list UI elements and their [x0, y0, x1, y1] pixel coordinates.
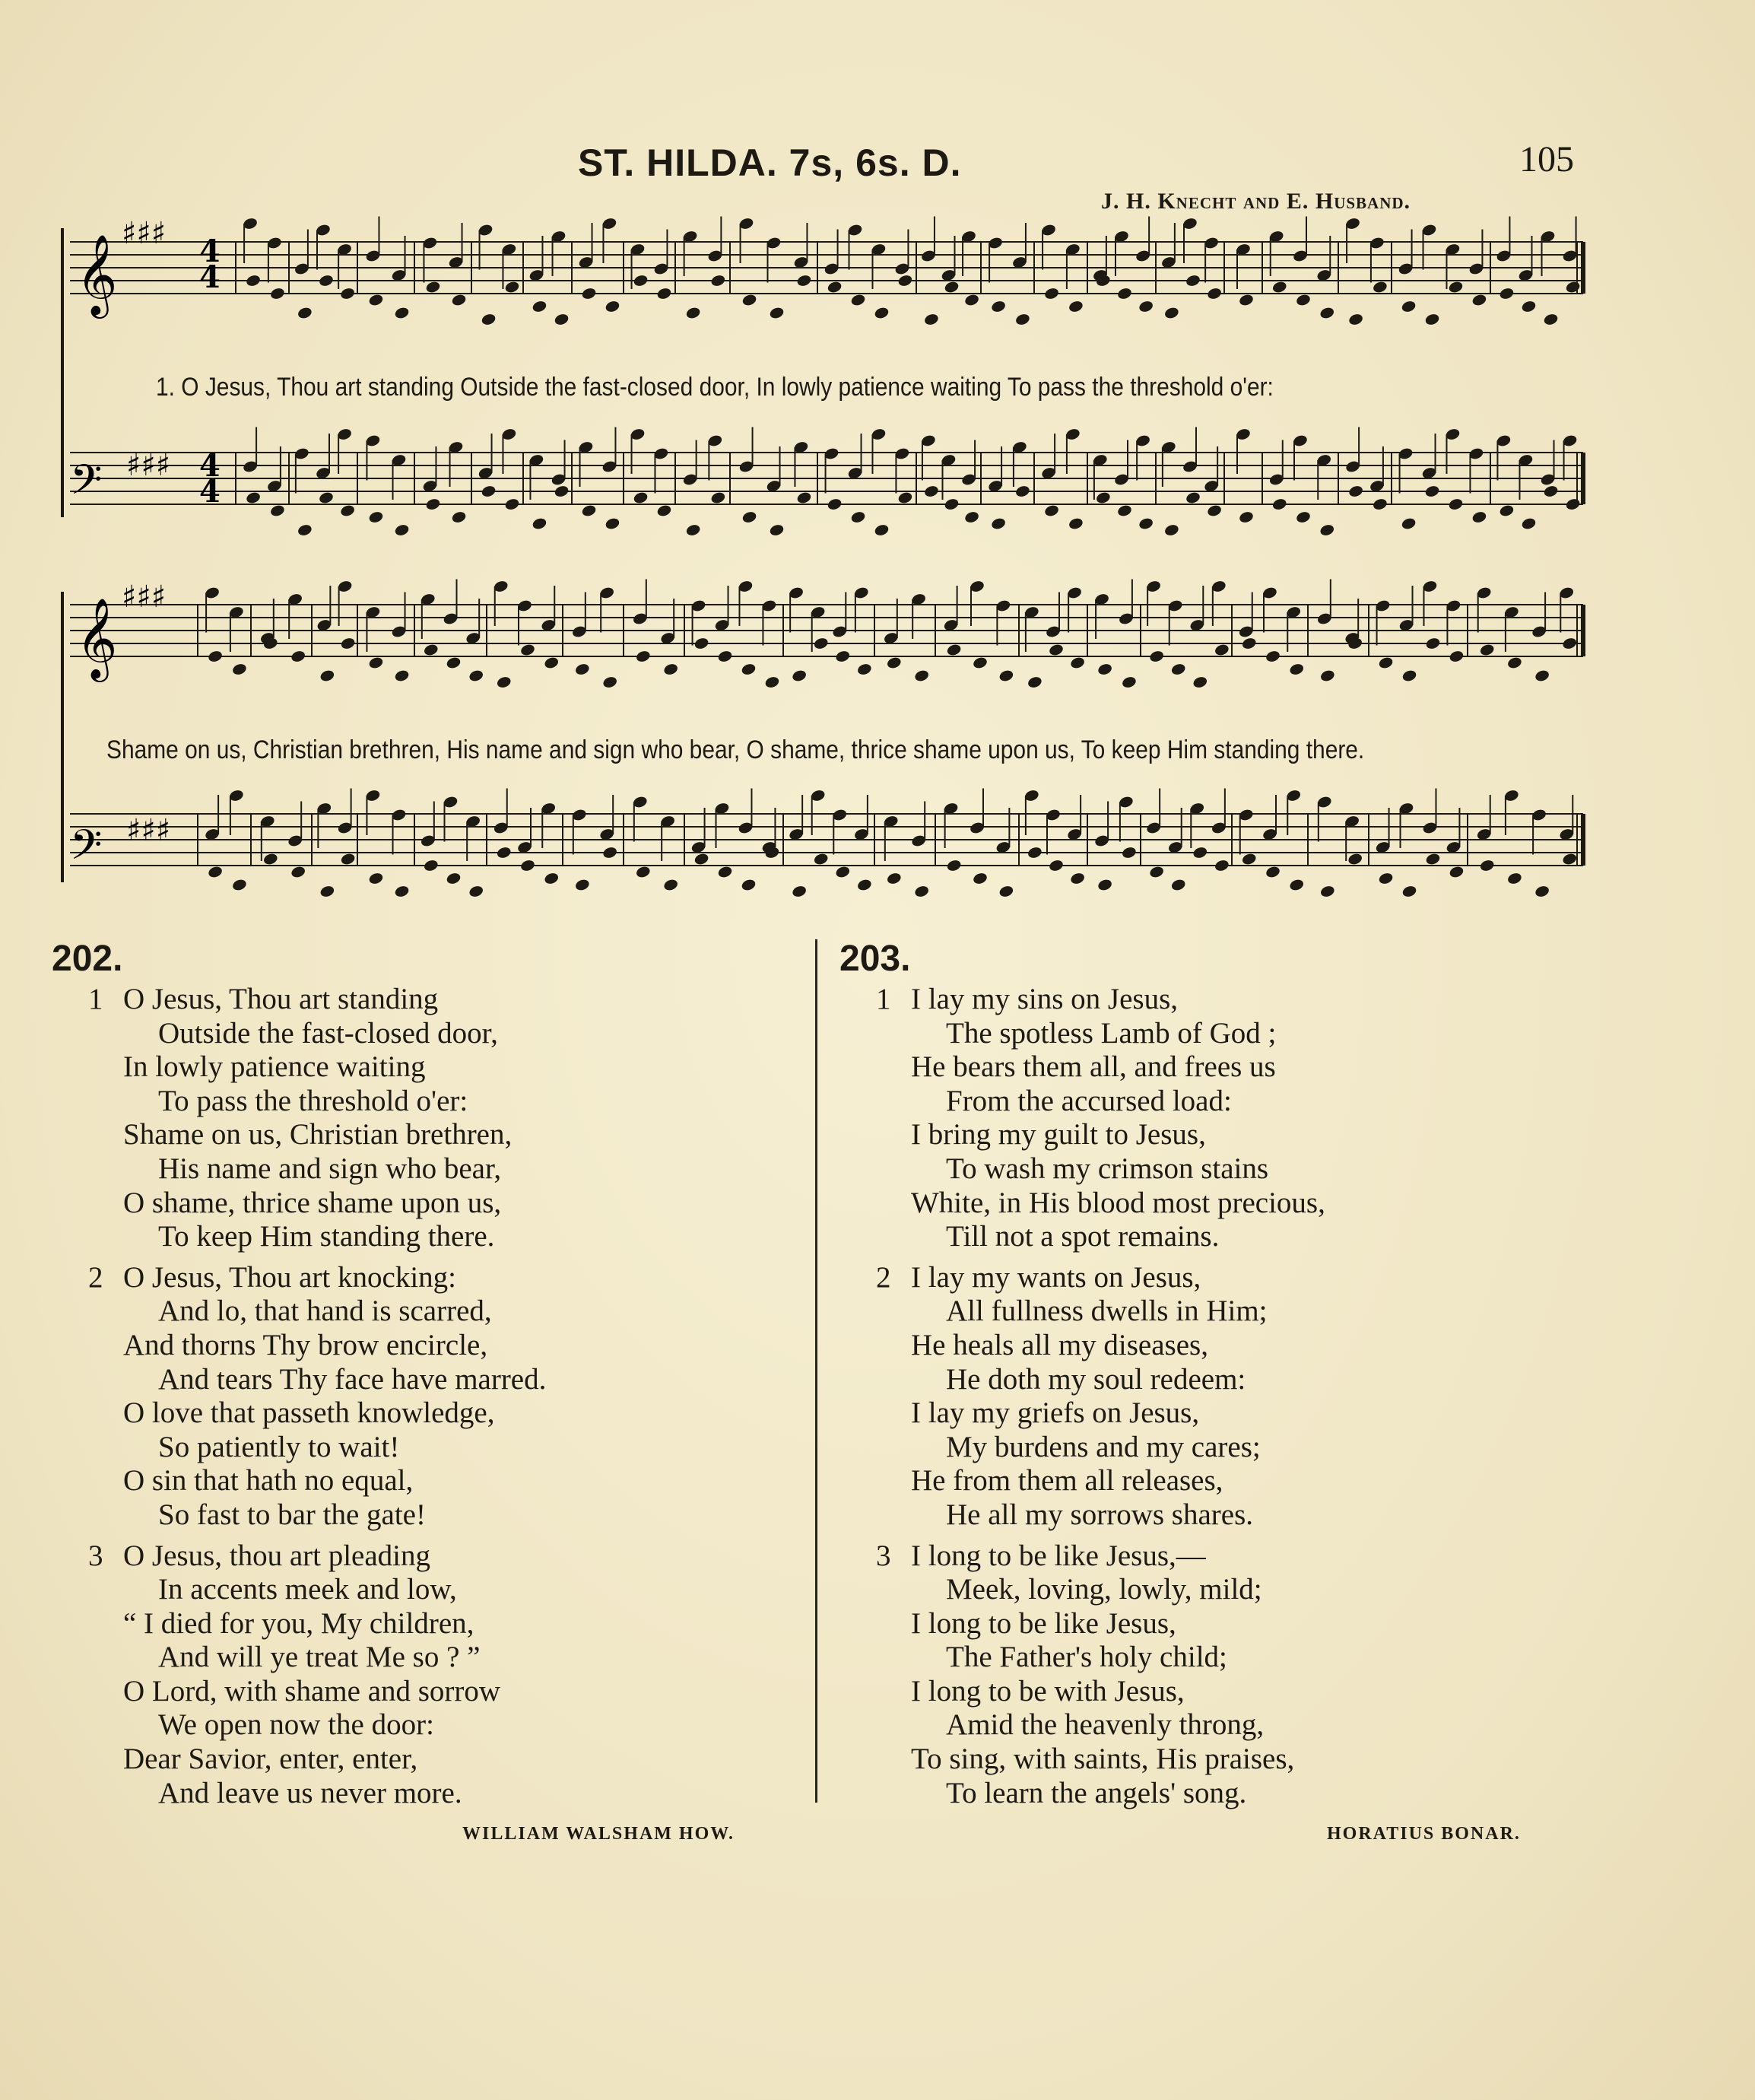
- verse: [839, 983, 1325, 1254]
- note-head: [605, 300, 620, 313]
- tune-title: ST. HILDA. 7s, 6s. D.: [578, 141, 962, 184]
- clefs: [70, 234, 117, 879]
- note-head: [207, 865, 223, 878]
- note-head: [394, 523, 410, 537]
- verse-line: I lay my sins on Jesus,: [911, 983, 1178, 1015]
- time-signature-icon: 4: [199, 448, 221, 484]
- note-head: [481, 484, 497, 498]
- note-head: [835, 650, 851, 663]
- staff-lines: [62, 228, 1583, 882]
- note-head: [1448, 280, 1464, 294]
- note-head: [656, 504, 672, 517]
- note-head: [764, 675, 780, 689]
- verse-line: To sing, with saints, His praises,: [911, 1743, 1295, 1776]
- note-head: [1499, 504, 1515, 517]
- note-head: [1148, 865, 1164, 878]
- verse-line: O Jesus, thou art pleading: [123, 1539, 431, 1572]
- note-head: [1565, 280, 1581, 294]
- note-head: [1425, 637, 1441, 650]
- note-head: [1372, 280, 1388, 294]
- note-head: [1448, 497, 1464, 511]
- note-head: [990, 516, 1006, 530]
- note-head: [741, 878, 757, 891]
- note-head: [635, 650, 651, 663]
- note-head: [886, 872, 902, 885]
- note-head: [340, 637, 356, 650]
- note-head: [944, 280, 960, 294]
- note-head: [554, 484, 570, 498]
- note-head: [998, 885, 1014, 898]
- note-head: [1238, 293, 1254, 307]
- note-head: [1096, 662, 1112, 676]
- note-head: [394, 885, 410, 898]
- verse-line: And lo, that hand is scarred,: [158, 1295, 492, 1328]
- note-head: [1521, 516, 1537, 530]
- note-head: [1319, 885, 1335, 898]
- note-head: [791, 669, 807, 682]
- verse-line: Amid the heavenly throng,: [946, 1708, 1265, 1742]
- note-head: [207, 650, 223, 663]
- note-head: [297, 523, 313, 537]
- note-head: [368, 510, 384, 524]
- verse-line: O Jesus, Thou art knocking:: [123, 1260, 456, 1294]
- note-head: [1121, 846, 1137, 859]
- note-head: [972, 656, 988, 669]
- note-head: [423, 859, 439, 872]
- sharp-icon: ♯♯♯: [122, 216, 167, 251]
- note-head: [319, 885, 335, 898]
- note-head: [532, 300, 547, 313]
- verse: [839, 1260, 1268, 1533]
- verse: [52, 983, 513, 1254]
- verse-line: In accents meek and low,: [158, 1573, 457, 1606]
- note-head: [1521, 300, 1537, 313]
- note-head: [1319, 306, 1335, 319]
- verse-number: 2: [88, 1260, 103, 1294]
- note-head: [468, 885, 484, 898]
- note-head: [1425, 852, 1441, 866]
- note-head: [741, 662, 757, 676]
- verse-line: White, in His blood most precious,: [911, 1186, 1325, 1219]
- note-head: [339, 287, 355, 300]
- note-head: [1372, 497, 1388, 511]
- note-head: [1265, 650, 1281, 663]
- note-head: [231, 662, 247, 676]
- note-head: [1214, 643, 1230, 656]
- note-head: [1534, 885, 1550, 898]
- note-head: [1424, 484, 1440, 498]
- note-head: [574, 878, 590, 891]
- note-head: [1471, 510, 1487, 524]
- note-head: [1265, 865, 1281, 878]
- sharp-icon: ♯♯♯: [126, 813, 171, 848]
- note-head: [1289, 878, 1305, 891]
- music-notation: [0, 0, 1755, 936]
- note-head: [544, 872, 560, 885]
- verse-line: O Jesus, Thou art standing: [123, 983, 439, 1015]
- verse-line: To wash my crimson stains: [946, 1152, 1269, 1185]
- note-head: [519, 643, 535, 656]
- note-head: [796, 274, 812, 288]
- verse-line: To learn the angels' song.: [946, 1776, 1247, 1809]
- note-head: [245, 491, 261, 504]
- note-head: [446, 656, 462, 669]
- sharp-icon: ♯♯♯: [122, 580, 167, 615]
- note-head: [425, 280, 441, 294]
- note-head: [914, 669, 930, 682]
- note-head: [1185, 491, 1201, 504]
- note-head: [1271, 280, 1287, 294]
- author-credit: HORATIUS BONAR.: [1327, 1824, 1521, 1844]
- note-head: [368, 872, 384, 885]
- note-head: [946, 643, 962, 656]
- note-head: [1241, 637, 1257, 650]
- note-head: [504, 280, 520, 294]
- note-head: [544, 656, 560, 669]
- note-head: [245, 274, 261, 288]
- note-head: [710, 491, 726, 504]
- note-head: [602, 675, 618, 689]
- note-head: [1295, 293, 1311, 307]
- note-head: [262, 852, 278, 866]
- note-head: [394, 669, 410, 682]
- verse-number: 3: [88, 1539, 103, 1572]
- verse: [839, 1539, 1295, 1811]
- note-head: [1148, 650, 1164, 663]
- verse-line: Outside the fast-closed door,: [158, 1016, 498, 1050]
- verse-line: Till not a spot remains.: [946, 1220, 1220, 1253]
- note-head: [574, 662, 590, 676]
- note-head: [1424, 313, 1440, 326]
- time-signature-icon: 4: [199, 234, 221, 269]
- note-head: [990, 300, 1006, 313]
- note-head: [717, 650, 733, 663]
- verse-line: I lay my wants on Jesus,: [911, 1260, 1201, 1294]
- verse-number: 3: [876, 1539, 891, 1572]
- verse-line: I long to be like Jesus,: [911, 1606, 1176, 1640]
- note-head: [1499, 287, 1515, 300]
- note-head: [685, 523, 701, 537]
- note-head: [923, 484, 939, 498]
- verse-line: He from them all releases,: [911, 1464, 1223, 1498]
- note-head: [946, 859, 962, 872]
- time-signature-icon: 4: [199, 259, 221, 295]
- verse-line: “ I died for you, My children,: [123, 1606, 474, 1640]
- note-head: [318, 491, 334, 504]
- note-head: [318, 274, 334, 288]
- note-head: [827, 497, 843, 511]
- note-head: [693, 852, 709, 866]
- note-head: [835, 865, 851, 878]
- note-head: [1471, 293, 1487, 307]
- note-head: [874, 523, 890, 537]
- note-head: [1170, 878, 1186, 891]
- verse-line: O shame, thrice shame upon us,: [123, 1186, 502, 1219]
- verse-line: He heals all my diseases,: [911, 1328, 1208, 1361]
- note-head: [1565, 497, 1581, 511]
- hymn-203: [839, 936, 1325, 1817]
- note-head: [1170, 662, 1186, 676]
- note-head: [874, 306, 890, 319]
- note-head: [451, 293, 467, 307]
- note-head: [796, 491, 812, 504]
- note-head: [693, 637, 709, 650]
- note-head: [813, 637, 829, 650]
- note-head: [319, 669, 335, 682]
- verse-line: So patiently to wait!: [158, 1430, 400, 1463]
- note-head: [1378, 872, 1394, 885]
- hymn-number: 203.: [839, 939, 911, 979]
- note-head: [963, 293, 979, 307]
- note-head: [1014, 484, 1030, 498]
- time-signature-icon: 4: [199, 474, 221, 510]
- note-head: [633, 491, 649, 504]
- note-head: [1068, 300, 1084, 313]
- treble-clef-icon: 𝄞: [76, 234, 118, 315]
- note-head: [633, 274, 649, 288]
- note-head: [886, 656, 902, 669]
- verse-line: I lay my griefs on Jesus,: [911, 1396, 1200, 1430]
- bass-clef-icon: 𝄢: [70, 456, 103, 514]
- author-credit: WILLIAM WALSHAM HOW.: [462, 1824, 735, 1844]
- verse-line: And tears Thy face have marred.: [158, 1362, 547, 1396]
- note-head: [897, 274, 913, 288]
- note-head: [1116, 504, 1132, 517]
- verse-line: So fast to bar the gate!: [158, 1498, 426, 1531]
- note-head: [663, 662, 679, 676]
- note-head: [496, 846, 512, 859]
- lyric-line-2: Shame on us, Christian brethren, His name and sign who bear, O shame, thrice shame upon us, To keep Him standing there.: [106, 735, 1365, 764]
- note-head: [1014, 313, 1030, 326]
- note-head: [1449, 650, 1465, 663]
- note-head: [581, 504, 597, 517]
- music-notes: [204, 217, 1581, 899]
- note-head: [425, 497, 441, 511]
- note-head: [741, 293, 757, 307]
- note-head: [269, 504, 285, 517]
- verse-number: 2: [876, 1260, 891, 1294]
- note-head: [1534, 669, 1550, 682]
- note-head: [1449, 865, 1465, 878]
- note-head: [1192, 846, 1208, 859]
- note-head: [394, 306, 410, 319]
- note-head: [1401, 885, 1417, 898]
- note-head: [368, 656, 384, 669]
- verse-line: To pass the threshold o'er:: [158, 1084, 468, 1117]
- note-head: [635, 865, 651, 878]
- verse-line: The Father's holy child;: [946, 1641, 1227, 1674]
- verse-line: The spotless Lamb of God ;: [946, 1016, 1277, 1050]
- verse-number: 1: [88, 983, 103, 1015]
- lyric-line-1: 1. O Jesus, Thou art standing Outside the fast-closed door, In lowly patience waiting To pass the threshold o'er:: [156, 373, 1274, 402]
- verse-line: From the accursed load:: [946, 1084, 1232, 1117]
- note-head: [1192, 675, 1208, 689]
- note-head: [1562, 852, 1578, 866]
- note-head: [1163, 306, 1179, 319]
- note-head: [1027, 846, 1043, 859]
- note-head: [504, 497, 520, 511]
- note-head: [1069, 872, 1085, 885]
- note-head: [532, 516, 547, 530]
- verse-line: O sin that hath no equal,: [123, 1464, 414, 1498]
- note-head: [1121, 675, 1137, 689]
- verse-line: O Lord, with shame and sorrow: [123, 1674, 501, 1708]
- note-head: [663, 878, 679, 891]
- note-head: [1401, 669, 1417, 682]
- note-head: [1562, 637, 1578, 650]
- note-head: [423, 643, 439, 656]
- note-head: [1401, 516, 1417, 530]
- verse-number: 1: [876, 983, 891, 1015]
- note-head: [496, 675, 512, 689]
- note-head: [1206, 287, 1222, 300]
- note-head: [1116, 287, 1132, 300]
- note-head: [1378, 656, 1394, 669]
- note-head: [1043, 287, 1059, 300]
- note-head: [1138, 516, 1154, 530]
- treble-clef-icon: 𝄞: [76, 597, 118, 678]
- note-head: [656, 287, 672, 300]
- note-head: [963, 510, 979, 524]
- note-head: [923, 313, 939, 326]
- composer-credit: J. H. Knecht and E. Husband.: [1101, 189, 1411, 214]
- note-head: [1479, 643, 1495, 656]
- note-head: [1048, 859, 1064, 872]
- verse-line: We open now the door:: [158, 1708, 434, 1742]
- note-head: [368, 293, 384, 307]
- note-head: [340, 852, 356, 866]
- note-head: [446, 872, 462, 885]
- note-head: [519, 859, 535, 872]
- verse-line: I bring my guilt to Jesus,: [911, 1118, 1206, 1152]
- note-head: [856, 878, 872, 891]
- note-head: [1096, 878, 1112, 891]
- verse-line: I long to be with Jesus,: [911, 1674, 1185, 1708]
- note-head: [468, 669, 484, 682]
- note-head: [850, 293, 866, 307]
- note-head: [897, 491, 913, 504]
- note-head: [1095, 491, 1111, 504]
- verse-line: In lowly patience waiting: [123, 1050, 426, 1084]
- verse-line: He all my sorrows shares.: [946, 1498, 1253, 1531]
- note-head: [1543, 313, 1559, 326]
- note-head: [1506, 656, 1522, 669]
- note-head: [791, 885, 807, 898]
- note-head: [1241, 852, 1257, 866]
- note-head: [1479, 859, 1495, 872]
- note-head: [481, 313, 497, 326]
- note-head: [1289, 662, 1305, 676]
- verse-line: O love that passeth knowledge,: [123, 1396, 495, 1430]
- verse-line: My burdens and my cares;: [946, 1430, 1261, 1463]
- verse-line: He bears them all, and frees us: [911, 1050, 1276, 1084]
- note-head: [972, 872, 988, 885]
- note-head: [914, 885, 930, 898]
- note-head: [269, 287, 285, 300]
- verse-line: He doth my soul redeem:: [946, 1362, 1246, 1396]
- verse-line: Shame on us, Christian brethren,: [123, 1118, 513, 1152]
- verse-line: Meek, loving, lowly, mild;: [946, 1573, 1262, 1606]
- note-head: [944, 497, 960, 511]
- note-head: [1347, 313, 1363, 326]
- note-head: [581, 287, 597, 300]
- note-head: [1319, 523, 1335, 537]
- note-head: [1319, 669, 1335, 682]
- sharp-icon: ♯♯♯: [126, 448, 171, 483]
- verse: [52, 1260, 547, 1533]
- note-head: [1163, 523, 1179, 537]
- note-head: [1043, 504, 1059, 517]
- verse-line: And will ye treat Me so ? ”: [158, 1641, 481, 1674]
- verse-line: Dear Savior, enter, enter,: [123, 1743, 418, 1776]
- note-head: [1138, 300, 1154, 313]
- note-head: [1347, 852, 1363, 866]
- note-head: [554, 313, 570, 326]
- note-head: [602, 846, 618, 859]
- note-head: [717, 865, 733, 878]
- note-head: [710, 274, 726, 288]
- verse-line: I long to be like Jesus,—: [911, 1539, 1206, 1572]
- note-head: [769, 306, 785, 319]
- note-head: [998, 669, 1014, 682]
- note-head: [1069, 656, 1085, 669]
- verse-line: His name and sign who bear,: [158, 1152, 502, 1185]
- note-head: [290, 865, 306, 878]
- note-head: [1027, 675, 1043, 689]
- note-head: [1347, 484, 1363, 498]
- note-head: [290, 650, 306, 663]
- page-number: 105: [1519, 139, 1574, 180]
- note-head: [1238, 510, 1254, 524]
- column-divider: [815, 939, 817, 1803]
- note-head: [1506, 872, 1522, 885]
- verse-line: And thorns Thy brow encircle,: [123, 1328, 488, 1361]
- note-head: [1068, 516, 1084, 530]
- note-head: [605, 516, 620, 530]
- note-head: [813, 852, 829, 866]
- verse-line: To keep Him standing there.: [158, 1220, 495, 1253]
- note-head: [856, 662, 872, 676]
- note-head: [1206, 504, 1222, 517]
- note-head: [1214, 859, 1230, 872]
- verse-line: All fullness dwells in Him;: [946, 1295, 1268, 1328]
- note-head: [297, 306, 313, 319]
- bass-clef-icon: 𝄢: [70, 821, 103, 879]
- note-head: [1185, 274, 1201, 288]
- note-head: [685, 306, 701, 319]
- note-head: [827, 280, 843, 294]
- verse-line: And leave us never more.: [158, 1776, 462, 1809]
- note-head: [1048, 643, 1064, 656]
- note-head: [451, 510, 467, 524]
- note-head: [1271, 497, 1287, 511]
- note-head: [850, 510, 866, 524]
- note-head: [1401, 300, 1417, 313]
- note-head: [741, 510, 757, 524]
- note-head: [231, 878, 247, 891]
- note-head: [1295, 510, 1311, 524]
- hymn-202: [52, 936, 547, 1817]
- hymn-number: 202.: [52, 939, 123, 979]
- note-head: [339, 504, 355, 517]
- note-head: [769, 523, 785, 537]
- verse: [52, 1539, 501, 1811]
- note-head: [1543, 484, 1559, 498]
